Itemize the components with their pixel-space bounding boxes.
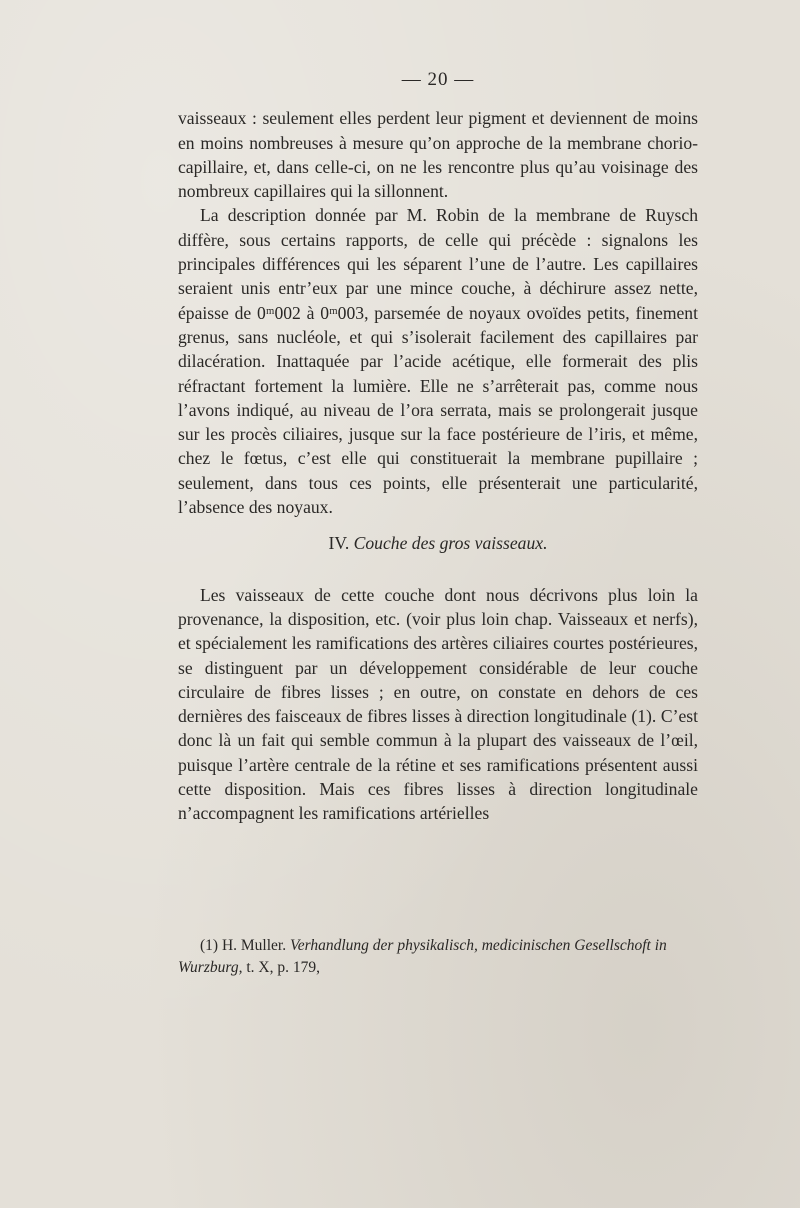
footnote-ref: t. X, p. 179, bbox=[246, 959, 320, 976]
paragraph-1: vaisseaux : seulement elles perdent leur pigment et deviennent de moins en moins nombreuses à mesure qu’on approche de la membrane chorio-capillaire, et, dans celle-ci, on ne les rencontre plus qu’au voisinage des nombreux capillaires qui la sillonnent. bbox=[178, 108, 698, 202]
section-heading bbox=[178, 531, 698, 555]
paragraph-3: Les vaisseaux de cette couche dont nous décrivons plus loin la provenance, la disposition, etc. (voir plus loin chap. Vaisseaux et nerfs), et spécialement les ramifications des artères ciliaires courtes postérieures, se distinguent par un développement considérable de leur couche circulaire de fibres lisses ; en outre, on constate en dehors de ces dernières des faisceaux de fibres lisses à direction longitudinale (1). C’est donc là un fait qui semble commun à la plupart des vaisseaux de l’œil, puisque l’artère centrale de la rétine et ses ramifications présentent aussi cette disposition. Mais ces fibres lisses à direction longitudinale n’accompagnent les ramifications artérielles bbox=[178, 584, 698, 824]
footnote-marker: (1) H. Muller. bbox=[200, 937, 287, 954]
section-title: Couche des gros vaisseaux. bbox=[353, 533, 548, 554]
footnote-work: Verhandlung der physikalisch, medicinischen Gesellschoft in Wurzburg, bbox=[178, 937, 667, 976]
paragraph-2: La description donnée par M. Robin de la membrane de Ruysch diffère, sous certains rapports, de celle qui précède : signalons les principales différences qui les séparent l’une de l’autre. Les capillaires seraient unis entr’eux par une mince couche, à déchirure assez nette, épaisse de 0ᵐ002 à 0ᵐ003, parsemée de noyaux ovoïdes petits, finement grenus, sans nucléole, et qui s’isolerait facilement des capillaires par dilacération. Inattaquée par l’acide acétique, elle formerait des plis réfractant fortement la lumière. Elle ne s’arrêterait pas, comme nous l’avons indiqué, au niveau de l’ora serrata, mais se prolongerait jusque sur les procès ciliaires, jusque sur la face postérieure de l’iris, et même, chez le fœtus, c’est elle qui constituerait la membrane pupillaire ; seulement, dans tous ces points, elle présenterait une particularité, l’absence des noyaux. bbox=[178, 205, 698, 518]
section-number: IV. bbox=[328, 533, 350, 554]
page-number: — 20 — bbox=[401, 69, 475, 90]
footnote bbox=[178, 935, 698, 979]
body-text bbox=[178, 68, 698, 826]
